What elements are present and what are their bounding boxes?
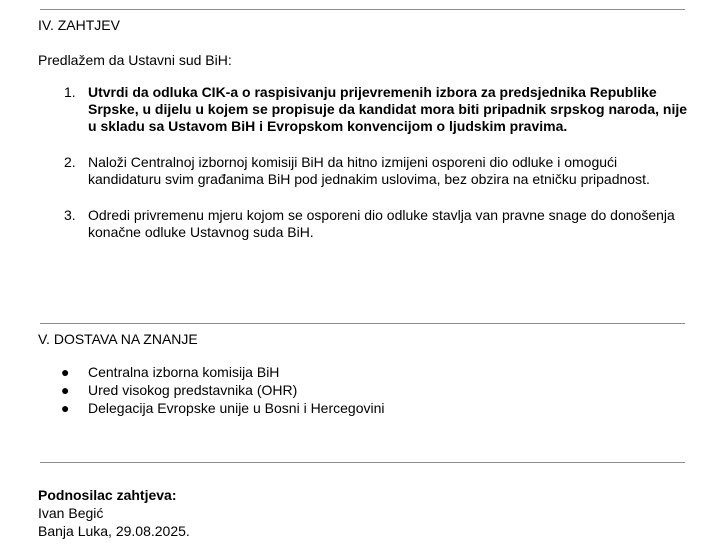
list-item-number: 1. bbox=[64, 84, 76, 100]
list-item-text: Utvrdi da odluka CIK-a o raspisivanju prijevremenih izbora za predsjednika Republike Srpske, u dijelu u kojem se propisuje da kandidat mora biti pripadnik srpskog naroda, nije u skladu sa Ustavom BiH i Evropskom konvencijom o ljudskim pravima. bbox=[88, 84, 688, 134]
bullet-icon: ● bbox=[61, 364, 70, 380]
request-intro: Predlažem da Ustavni sud BiH: bbox=[38, 52, 232, 68]
list-item-text: Odredi privremenu mjeru kojom se osporeni dio odluke stavlja van pravne snage do donošenja konačne odluke Ustavnog suda BiH. bbox=[88, 207, 675, 240]
section-divider bbox=[40, 462, 685, 463]
list-item-text: Naloži Centralnoj izbornoj komisiji BiH da hitno izmijeni osporeni dio odluke i omogući kandidaturu svim građanima BiH pod jednakim uslovima, bez obzira na etničku pripadnost. bbox=[88, 154, 650, 187]
list-item-number: 3. bbox=[64, 207, 76, 223]
list-item bbox=[0, 84, 728, 135]
recipient-text: Centralna izborna komisija BiH bbox=[88, 364, 280, 380]
list-item-number: 2. bbox=[64, 154, 76, 170]
signature-name: Ivan Begić bbox=[38, 505, 104, 521]
bullet-icon: ● bbox=[61, 400, 70, 416]
signature-label: Podnosilac zahtjeva: bbox=[38, 487, 177, 503]
recipient-text: Delegacija Evropske unije u Bosni i Hercegovini bbox=[88, 400, 385, 416]
section-divider bbox=[40, 323, 685, 324]
top-divider bbox=[40, 9, 685, 10]
demands-list bbox=[0, 84, 728, 260]
recipients-list bbox=[0, 364, 728, 418]
bullet-icon: ● bbox=[61, 382, 70, 398]
list-item bbox=[0, 400, 728, 418]
section-heading-dostava: V. DOSTAVA NA ZNANJE bbox=[38, 331, 198, 347]
section-heading-zahtjev: IV. ZAHTJEV bbox=[38, 17, 120, 33]
list-item bbox=[0, 364, 728, 382]
signature-place-date: Banja Luka, 29.08.2025. bbox=[38, 523, 190, 539]
list-item bbox=[0, 382, 728, 400]
list-item bbox=[0, 154, 728, 188]
recipient-text: Ured visokog predstavnika (OHR) bbox=[88, 382, 298, 398]
list-item bbox=[0, 207, 728, 241]
